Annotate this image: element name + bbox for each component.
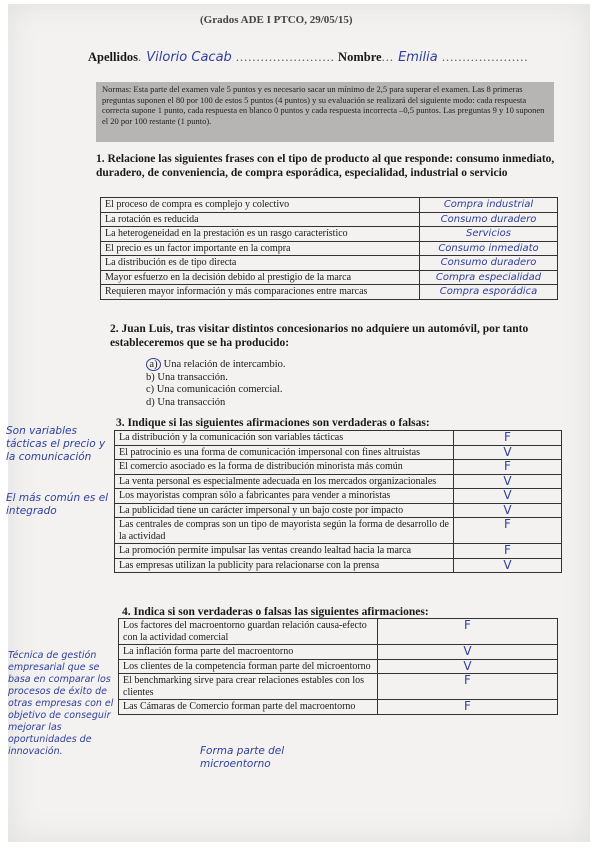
table-row: El comercio asociado es la forma de distribución minorista más común F xyxy=(115,460,562,475)
table-row: La distribución y la comunicación son variables tácticas F xyxy=(115,431,562,446)
list-item: a) Una relación de intercambio. xyxy=(146,358,286,372)
table-row: Las Cámaras de Comercio forman parte del macroentorno F xyxy=(119,700,558,715)
table-row: El patrocinio es una forma de comunicación impersonal con fines altruistas V xyxy=(115,445,562,460)
table-row: La inflación forma parte del macroentorno V xyxy=(119,645,558,660)
apellidos-value: Vilorio Cacab xyxy=(146,50,232,65)
table-row: Los factores del macroentorno guardan relación causa-efecto con la actividad comercial F xyxy=(119,619,558,645)
table-row: La venta personal es especialmente adecuada en los mercados organizacionales V xyxy=(115,474,562,489)
table-row: Requieren mayor información y más comparaciones entre marcas Compra esporádica xyxy=(101,285,558,300)
table-row: El proceso de compra es complejo y colectivo Compra industrial xyxy=(101,198,558,213)
q2-title: 2. Juan Luis, tras visitar distintos concesionarios no adquiere un automóvil, por tanto estableceremos que se ha producido: xyxy=(110,323,529,349)
list-item: c) Una comunicación comercial. xyxy=(146,384,283,395)
table-row: El precio es un factor importante en la compra Consumo inmediato xyxy=(101,241,558,256)
table-row: La rotación es reducida Consumo duradero xyxy=(101,212,558,227)
q1-table xyxy=(100,197,558,300)
grade-line: (Grados ADE I PTCO, 29/05/15) xyxy=(200,14,353,26)
note-benchmarking: Técnica de gestión empresarial que se basa en comparar los procesos de éxito de otras empresas con el objetivo de conseguir mejorar las oportunidades de innovación. xyxy=(8,650,114,757)
q4-title: 4. Indica si son verdaderas o falsas las siguientes afirmaciones: xyxy=(122,606,429,618)
normas-box: Normas: Esta parte del examen vale 5 puntos y es necesario sacar un mínimo de 2,5 para superar el examen. Las 8 primeras preguntas suponen el 80 por 100 de estos 5 puntos (4 puntos) y su evaluación se realizará del siguiente modo: cada respuesta correcta supone 1 punto, cada respuesta en blanco 0 puntos y cada respuesta incorrecta –0,5 puntos. Las preguntas 9 y 10 suponen el 20 por 100 restante (1 punto). xyxy=(96,82,554,142)
q2-options xyxy=(146,358,286,409)
table-row: La heterogeneidad en la prestación es un rasgo característico Servicios xyxy=(101,227,558,242)
table-row: Mayor esfuerzo en la decisión debido al prestigio de la marca Compra especialidad xyxy=(101,270,558,285)
nombre-value: Emilia xyxy=(398,50,438,65)
note-q3-common: El más común es el integrado xyxy=(6,492,109,517)
q4-table xyxy=(118,618,558,715)
table-row: El benchmarking sirve para crear relaciones estables con los clientes F xyxy=(119,674,558,700)
nombre-label: Nombre xyxy=(338,50,382,64)
q3-title: 3. Indique si las siguientes afirmaciones son verdaderas o falsas: xyxy=(116,417,430,429)
apellidos-label: Apellidos xyxy=(88,50,139,64)
table-row: La publicidad tiene un carácter impersonal y un bajo coste por impacto V xyxy=(115,503,562,518)
note-q3-tactical: Son variables tácticas el precio y la comunicación xyxy=(6,425,106,463)
table-row: Los clientes de la competencia forman parte del microentorno V xyxy=(119,659,558,674)
selected-option-mark: a) xyxy=(146,358,161,371)
table-row: Las centrales de compras son un tipo de mayorista según la forma de desarrollo de la actividad F xyxy=(115,518,562,544)
name-line: Apellidos. Vilorio Cacab ........................ Nombre... Emilia ..................... xyxy=(88,50,529,65)
q3-table xyxy=(114,430,562,573)
table-row: Los mayoristas compran sólo a fabricantes para vender a minoristas V xyxy=(115,489,562,504)
list-item: d) Una transacción xyxy=(146,396,226,408)
table-row: La promoción permite impulsar las ventas creando lealtad hacia la marca F xyxy=(115,544,562,559)
note-microentorno: Forma parte del microentorno xyxy=(200,745,285,770)
list-item: b) Una transacción. xyxy=(146,371,228,383)
table-row: La distribución es de tipo directa Consumo duradero xyxy=(101,256,558,271)
q1-title: 1. Relacione las siguientes frases con el tipo de producto al que responde: consumo inmediato, duradero, de conveniencia, de compra esporádica, especialidad, industrial o servicio xyxy=(96,153,555,179)
table-row: Las empresas utilizan la publicity para relacionarse con la prensa V xyxy=(115,558,562,573)
